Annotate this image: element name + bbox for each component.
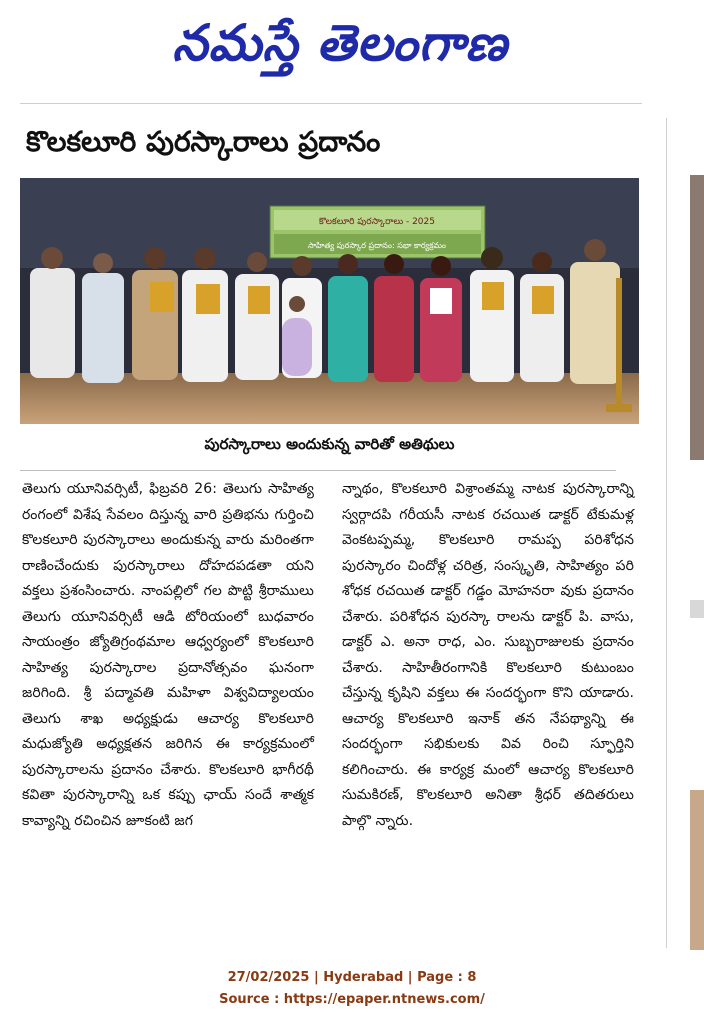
article-headline: కొలకలూరి పురస్కారాలు ప్రదానం: [26, 125, 381, 158]
adjacent-article-rule: [690, 600, 704, 618]
caption-rule: [20, 470, 616, 471]
footer-dateline: 27/02/2025 | Hyderabad | Page : 8: [227, 970, 477, 985]
banner-title: కొలకలూరి పురస్కారాలు - 2025: [319, 217, 435, 227]
column-divider: [666, 118, 667, 948]
article-column-left: తెలుగు యూనివర్సిటీ, ఫిబ్రవరి 26: తెలుగు సాహిత్య రంగంలో విశేష సేవలం దిస్తున్న వారి ప్రతిభను గుర్తించి కొలకలూరి పురస్కారాలు అందుకున్న వారు మరింతగా రాణించేందుకు పురస్కారాలు దోహదపడతా యని వక్తలు ప్రశంసించారు. నాంపల్లిలో గల పొట్టి శ్రీరాములు తెలుగు యూనివర్సిటీ ఆడి టోరియంలో బుధవారం సాయంత్రం జ్యోతిగ్రంథమాల ఆధ్వర్యంలో కొలకలూరి సాహిత్య పురస్కారాల ప్రదానోత్సవం ఘనంగా జరిగింది. శ్రీ పద్మావతి మహిళా విశ్వవిద్యాలయం తెలుగు శాఖ అధ్యక్షుడు ఆచార్య కొలకలూరి మధుజ్యోతి అధ్యక్షతన జరిగిన ఈ కార్యక్రమంలో పురస్కారాలను ప్రదానం చేశారు. కొలకలూరి భాగీరథీ కవితా పురస్కారాన్ని ఒక కప్పు ఛాయ్ సందే శాత్మక కావ్యాన్ని రచించిన జూకంటి జగ: [22, 481, 314, 829]
newspaper-masthead: నమస్తే తెలంగాణ: [172, 14, 508, 72]
masthead-rule: [20, 103, 642, 104]
article-column-right: న్నాథం, కొలకలూరి విశ్రాంతమ్మ నాటక పురస్కారాన్ని స్వర్గాదపి గరీయసీ నాటక రచయిత డాక్టర్ టేకుమళ్ల వెంకటప్పమ్మ, కొలకలూరి రామప్ప పరిశోధన పురస్కారం చిందోళ్ల చరిత్ర, సంస్కృతి, సాహిత్యం పరి శోధక రచయిత డాక్టర్ గడ్డం మోహనరా వుకు ప్రదానం చేశారు. పరిశోధన పురస్కా రాలను డాక్టర్ పి. వాసు, డాక్టర్ ఎ. అనా రాధ, ఎం. సుబ్బరాజులకు ప్రదానం చేశారు. సాహితీరంగానికి కొలకలూరి కుటుంబం చేస్తున్న కృషిని వక్తలు ఈ సందర్భంగా కొని యాడారు. ఆచార్య కొలకలూరి ఇనాక్ తన నేపథ్యాన్ని ఈ సందర్భంగా సభికులకు వివ రించి స్ఫూర్తిని కలిగించారు. ఈ కార్యక్ర మంలో ఆచార్య కొలకలూరి సుమకిరణ్, కొలకలూరి అనితా శ్రీధర్ తదితరులు పాల్గొ న్నారు.: [342, 481, 634, 829]
award-ceremony-photo: [20, 178, 639, 424]
photo-caption: పురస్కారాలు అందుకున్న వారితో అతిథులు: [204, 435, 455, 453]
banner-subtitle: సాహిత్య పురస్కార ప్రదానం: సభా కార్యక్రమం: [308, 241, 446, 250]
adjacent-article-photo-2: [690, 790, 704, 950]
adjacent-article-photo: [690, 175, 704, 460]
footer-source: Source : https://epaper.ntnews.com/: [219, 992, 485, 1007]
